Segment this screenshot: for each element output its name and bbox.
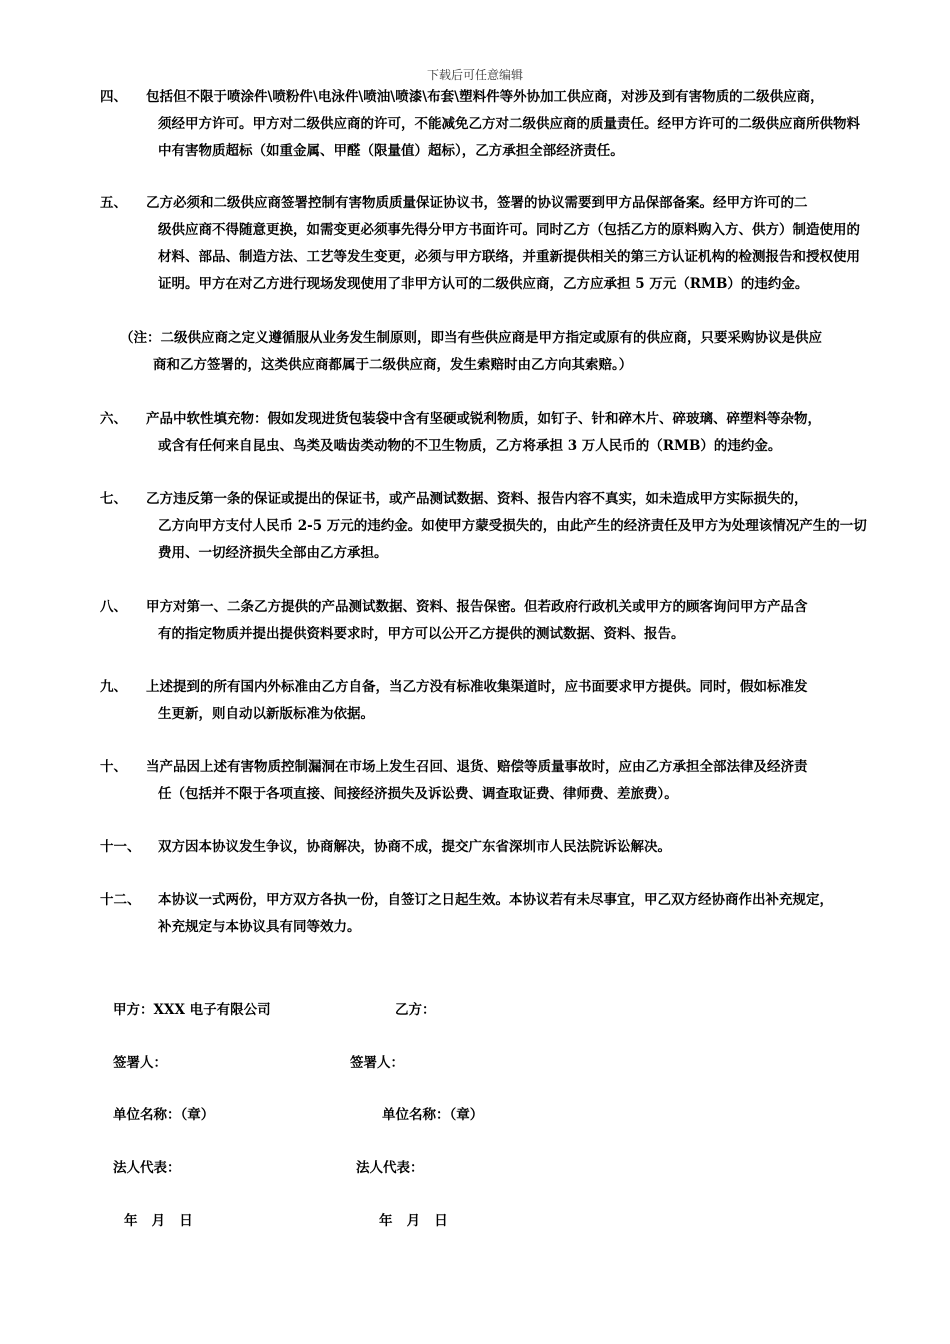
clause-11: [100, 834, 870, 861]
clause-text-continued: 级供应商不得随意更换，如需变更必须事先得分甲方书面许可。同时乙方（包括乙方的原料购入方、供方）制造使用的材料、部品、制造方法、工艺等发生变更，必须与甲方联络，并重新提供相关的第三方认证机构的检测报告和授权使用证明。甲方在对乙方进行现场发现使用了非甲方认可的二级供应商，乙方应承担 5 万元（RMB）的违约金。: [158, 222, 860, 292]
clause-number: 四、: [100, 89, 127, 105]
clause-text: 乙方必须和二级供应商签署控制有害物质质量保证协议书，签署的协议需要到甲方品保部备案。经甲方许可的二: [146, 195, 808, 211]
clause-text-continued: 或含有任何来自昆虫、鸟类及啮齿类动物的不卫生物质，乙方将承担 3 万人民币的（RMB）的违约金。: [158, 438, 782, 454]
clause-12: [100, 887, 870, 941]
note-text-continued: 商和乙方签署的，这类供应商都属于二级供应商，发生索赔时由乙方向其索赔。）: [153, 357, 633, 373]
clause-text-continued: 须经甲方许可。甲方对二级供应商的许可，不能减免乙方对二级供应商的质量责任。经甲方许可的二级供应商所供物料中有害物质超标（如重金属、甲醛（限量值）超标），乙方承担全部经济责任。: [158, 116, 860, 159]
clause-4: [100, 84, 870, 165]
clause-number: 十二、: [100, 892, 141, 908]
clause-text: 上述提到的所有国内外标准由乙方自备，当乙方没有标准收集渠道时，应书面要求甲方提供。同时，假如标准发: [146, 679, 808, 695]
note-text: （注：二级供应商之定义遵循服从业务发生制原则，即当有些供应商是甲方指定或原有的供应商，只要采购协议是供应: [120, 330, 822, 346]
clause-text: 包括但不限于喷涂件\喷粉件\电泳件\喷油\喷漆\布套\塑料件等外协加工供应商，对涉及到有害物质的二级供应商，: [146, 89, 824, 105]
clause-text: 本协议一式两份，甲方双方各执一份，自签订之日起生效。本协议若有未尽事宜，甲乙双方经协商作出补充规定，: [158, 892, 833, 908]
clause-text-continued: 乙方向甲方支付人民币 2-5 万元的违约金。如使甲方蒙受损失的，由此产生的经济责任及甲方为处理该情况产生的一切费用、一切经济损失全部由乙方承担。: [158, 518, 867, 561]
clause-9: [100, 674, 870, 728]
clause-text: 甲方对第一、二条乙方提供的产品测试数据、资料、报告保密。但若政府行政机关或甲方的顾客询问甲方产品含: [146, 599, 808, 615]
clause-number: 六、: [100, 411, 127, 427]
clause-7: [100, 486, 870, 567]
party-a-date: 年 月 日: [124, 1213, 193, 1229]
clause-number: 九、: [100, 679, 127, 695]
clause-text-continued: 补充规定与本协议具有同等效力。: [158, 919, 361, 935]
clause-text-continued: 任（包括并不限于各项直接、间接经济损失及诉讼费、调查取证费、律师费、差旅费）。: [158, 786, 678, 802]
definition-note: [120, 325, 870, 379]
clause-text: 当产品因上述有害物质控制漏洞在市场上发生召回、退货、赔偿等质量事故时，应由乙方承担全部法律及经济责: [146, 759, 808, 775]
clause-10: [100, 754, 870, 808]
party-a-signer: 签署人：: [113, 1055, 167, 1071]
clause-number: 八、: [100, 599, 127, 615]
clause-text: 双方因本协议发生争议，协商解决，协商不成，提交广东省深圳市人民法院诉讼解决。: [158, 839, 671, 855]
party-b-date: 年 月 日: [379, 1213, 448, 1229]
party-b-name: 乙方：: [395, 1002, 436, 1018]
clause-text: 产品中软性填充物：假如发现进货包装袋中含有坚硬或锐利物质，如钉子、针和碎木片、碎玻璃、碎塑料等杂物，: [146, 411, 821, 427]
clause-number: 五、: [100, 195, 127, 211]
clause-6: [100, 406, 870, 460]
party-a-legal-rep: 法人代表：: [113, 1160, 181, 1176]
clause-number: 十、: [100, 759, 127, 775]
party-a-name: 甲方：XXX 电子有限公司: [113, 1002, 271, 1018]
party-a-unit-seal: 单位名称：（章）: [113, 1107, 215, 1123]
party-b-legal-rep: 法人代表：: [356, 1160, 424, 1176]
party-b-unit-seal: 单位名称：（章）: [382, 1107, 484, 1123]
clause-number: 七、: [100, 491, 127, 507]
clause-number: 十一、: [100, 839, 141, 855]
clause-text: 乙方违反第一条的保证或提出的保证书，或产品测试数据、资料、报告内容不真实，如未造成甲方实际损失的，: [146, 491, 808, 507]
clause-8: [100, 594, 870, 648]
clause-5: [100, 190, 870, 298]
watermark-header: 下载后可任意编辑: [426, 68, 523, 82]
party-b-signer: 签署人：: [350, 1055, 404, 1071]
clause-text-continued: 有的指定物质并提出提供资料要求时，甲方可以公开乙方提供的测试数据、资料、报告。: [158, 626, 685, 642]
clause-text-continued: 生更新，则自动以新版标准为依据。: [158, 706, 374, 722]
